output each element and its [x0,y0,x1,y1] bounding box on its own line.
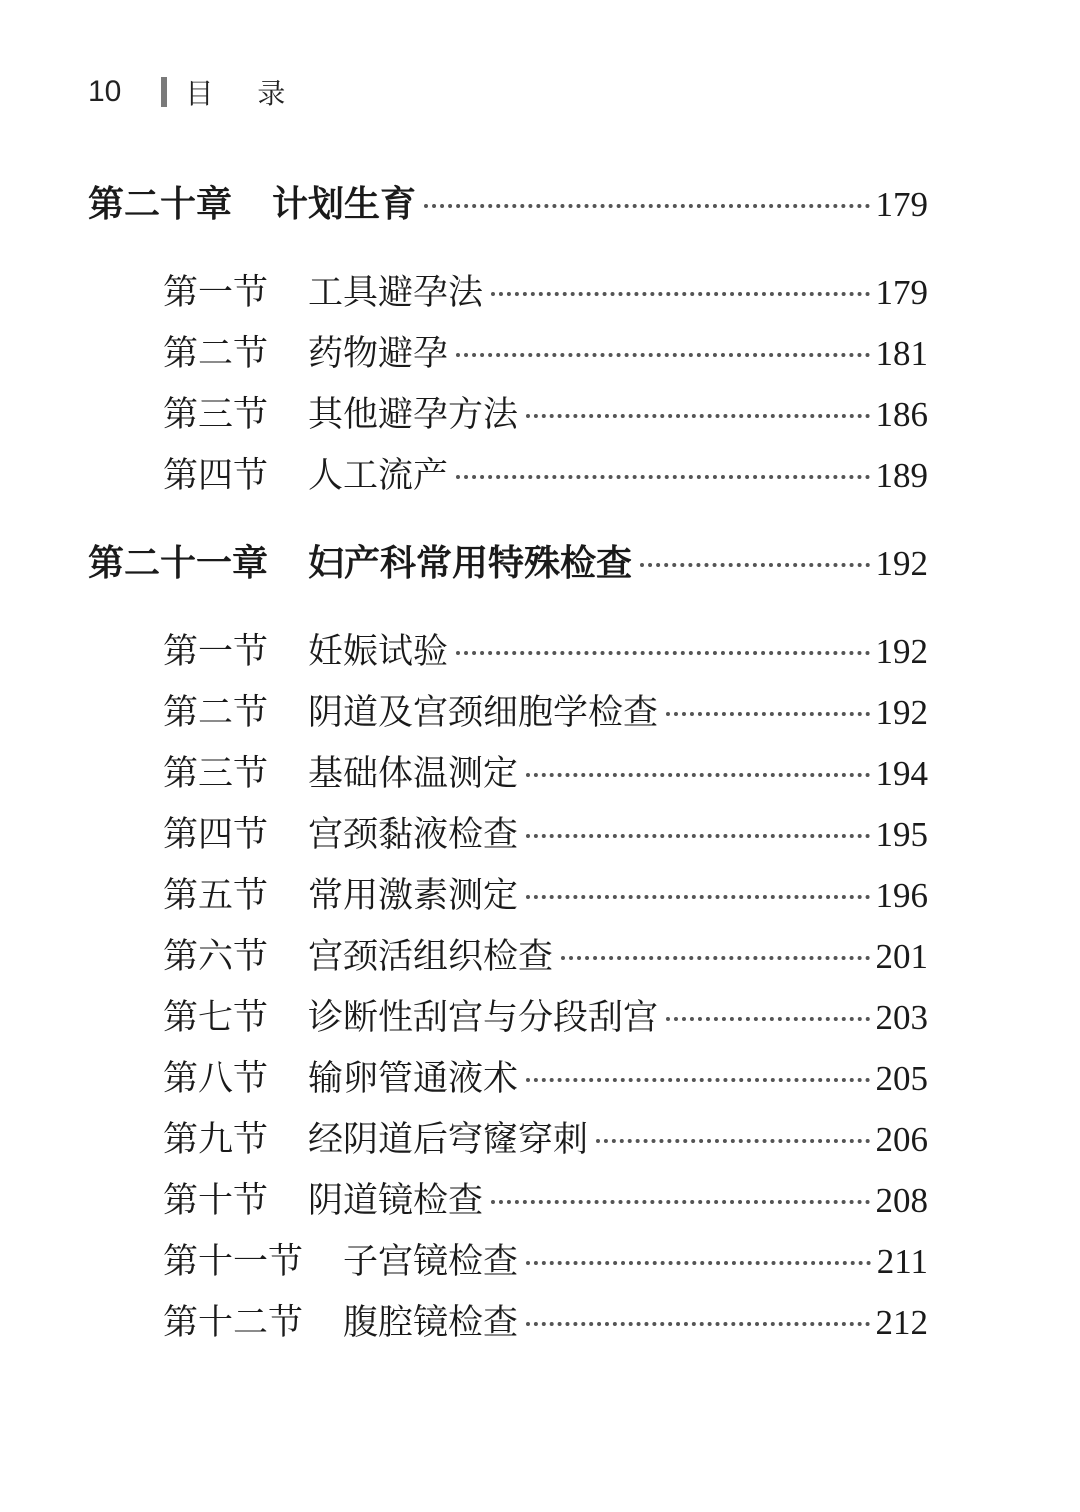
dot-leader [456,651,869,655]
header-title: 目录 [185,77,330,110]
toc-chapter-entry[interactable] [88,176,928,227]
dot-leader [526,414,869,418]
dot-leader [596,1139,869,1143]
section-label: 第八节 [163,1059,269,1099]
dot-leader [666,1017,869,1021]
section-page: 194 [875,754,928,793]
section-title: 药物避孕 [308,334,449,374]
dot-leader [526,1261,871,1265]
section-title: 输卵管通液术 [308,1059,519,1099]
section-label: 第七节 [163,998,269,1038]
section-label: 第十节 [163,1181,269,1221]
chapter-label: 第二十一章 [88,543,269,584]
dot-leader [526,895,869,899]
dot-leader [491,1200,869,1204]
dot-leader [640,563,869,567]
dot-leader [424,204,869,208]
section-page: 212 [875,1303,928,1342]
section-label: 第一节 [163,273,269,313]
toc-section-entry[interactable] [163,387,928,437]
section-page: 208 [875,1181,928,1220]
chapter-title: 计划生育 [272,184,417,225]
toc-section-entry[interactable] [163,685,928,735]
section-title: 经阴道后穹窿穿刺 [308,1120,589,1160]
toc-section-entry[interactable] [163,448,928,498]
dot-leader [456,475,869,479]
toc-section-entry[interactable] [163,624,928,674]
toc-section-entry[interactable] [163,746,928,796]
section-title: 阴道及宫颈细胞学检查 [308,693,659,733]
dot-leader [666,712,869,716]
section-label: 第十一节 [163,1242,304,1282]
section-page: 201 [875,937,928,976]
section-label: 第三节 [163,395,269,435]
section-title: 常用激素测定 [308,876,519,916]
section-title: 基础体温测定 [308,754,519,794]
section-label: 第二节 [163,693,269,733]
section-page: 179 [875,273,928,312]
header-divider-bar [161,77,167,107]
section-page: 189 [875,456,928,495]
toc-section-entry[interactable] [163,1112,928,1162]
dot-leader [526,773,869,777]
chapter-page: 192 [875,544,928,583]
dot-leader [526,834,869,838]
section-page: 206 [875,1120,928,1159]
dot-leader [526,1322,869,1326]
section-page: 181 [875,334,928,373]
section-label: 第四节 [163,456,269,496]
section-label: 第九节 [163,1120,269,1160]
section-label: 第六节 [163,937,269,977]
toc-chapter-entry[interactable] [88,535,928,586]
section-page: 205 [875,1059,928,1098]
toc-section-entry[interactable] [163,326,928,376]
toc-section-entry[interactable] [163,990,928,1040]
toc-section-entry[interactable] [163,807,928,857]
dot-leader [456,353,869,357]
section-title: 子宫镜检查 [343,1242,519,1282]
section-label: 第五节 [163,876,269,916]
page-number: 10 [88,75,122,108]
toc-section-entry[interactable] [163,1234,928,1284]
page-header [88,70,329,114]
toc-section-entry[interactable] [163,1295,928,1345]
toc-section-entry[interactable] [163,265,928,315]
section-title: 腹腔镜检查 [343,1303,519,1343]
section-page: 186 [875,395,928,434]
section-label: 第一节 [163,632,269,672]
section-title: 其他避孕方法 [308,395,519,435]
dot-leader [526,1078,869,1082]
dot-leader [561,956,869,960]
chapter-page: 179 [875,185,928,224]
section-label: 第二节 [163,334,269,374]
section-title: 阴道镜检查 [308,1181,484,1221]
section-page: 196 [875,876,928,915]
section-title: 宫颈活组织检查 [308,937,554,977]
section-page: 195 [875,815,928,854]
toc-section-entry[interactable] [163,1051,928,1101]
toc-section-entry[interactable] [163,868,928,918]
section-page: 192 [875,693,928,732]
section-label: 第十二节 [163,1303,304,1343]
toc-section-entry[interactable] [163,1173,928,1223]
toc-section-entry[interactable] [163,929,928,979]
section-title: 宫颈黏液检查 [308,815,519,855]
section-page: 211 [876,1242,928,1281]
section-title: 诊断性刮宫与分段刮宫 [308,998,659,1038]
section-label: 第四节 [163,815,269,855]
section-label: 第三节 [163,754,269,794]
section-title: 工具避孕法 [308,273,484,313]
section-page: 203 [875,998,928,1037]
chapter-label: 第二十章 [88,184,233,225]
dot-leader [491,292,869,296]
section-page: 192 [875,632,928,671]
section-title: 妊娠试验 [308,632,449,672]
chapter-title: 妇产科常用特殊检查 [308,543,633,584]
section-title: 人工流产 [308,456,449,496]
